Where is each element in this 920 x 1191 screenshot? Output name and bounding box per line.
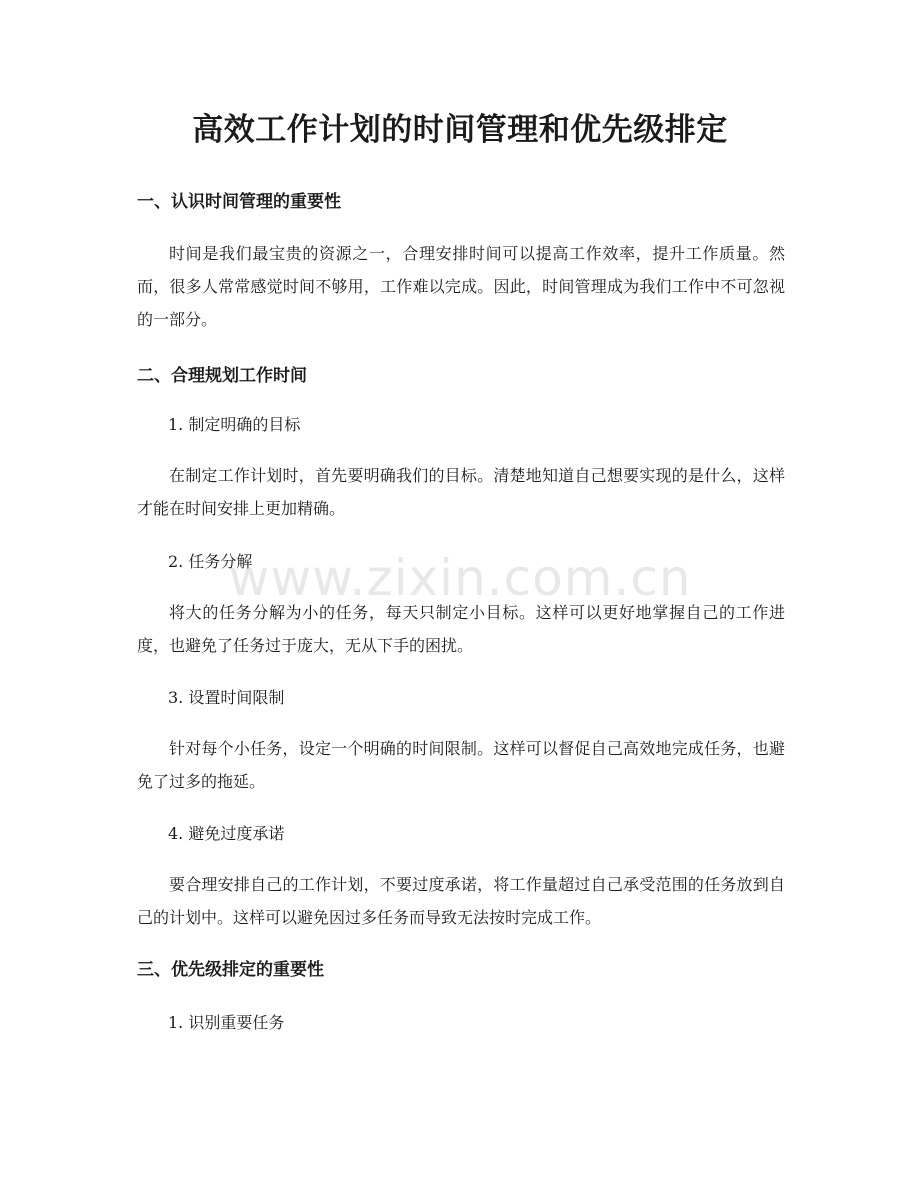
item-paragraph-2-1: 在制定工作计划时，首先要明确我们的目标。清楚地知道自己想要实现的是什么，这样才能在时间安排上更加精确。: [137, 466, 785, 518]
section-1-paragraph: 时间是我们最宝贵的资源之一，合理安排时间可以提高工作效率，提升工作质量。然而，很多人常常感觉时间不够用，工作难以完成。因此，时间管理成为我们工作中不可忽视的一部分。: [137, 244, 785, 329]
watermark: www.zixin.com.cn: [228, 549, 692, 607]
item-label-2-3: 3. 设置时间限制: [168, 688, 285, 707]
item-label-2-1: 1. 制定明确的目标: [168, 415, 301, 434]
document-title: 高效工作计划的时间管理和优先级排定: [192, 112, 728, 148]
section-heading-1: 一、认识时间管理的重要性: [137, 192, 341, 212]
section-heading-2: 二、合理规划工作时间: [137, 366, 307, 386]
section-heading-3: 三、优先级排定的重要性: [137, 960, 324, 980]
item-paragraph-2-4: 要合理安排自己的工作计划，不要过度承诺，将工作量超过自己承受范围的任务放到自己的计划中。这样可以避免因过多任务而导致无法按时完成工作。: [137, 875, 785, 927]
item-label-2-2: 2. 任务分解: [168, 552, 253, 571]
item-label-2-4: 4. 避免过度承诺: [168, 824, 285, 843]
item-label-3-1: 1. 识别重要任务: [168, 1013, 285, 1032]
item-paragraph-2-3: 针对每个小任务，设定一个明确的时间限制。这样可以督促自己高效地完成任务，也避免了过多的拖延。: [137, 739, 785, 791]
item-paragraph-2-2: 将大的任务分解为小的任务，每天只制定小目标。这样可以更好地掌握自己的工作进度，也避免了任务过于庞大，无从下手的困扰。: [137, 603, 785, 655]
